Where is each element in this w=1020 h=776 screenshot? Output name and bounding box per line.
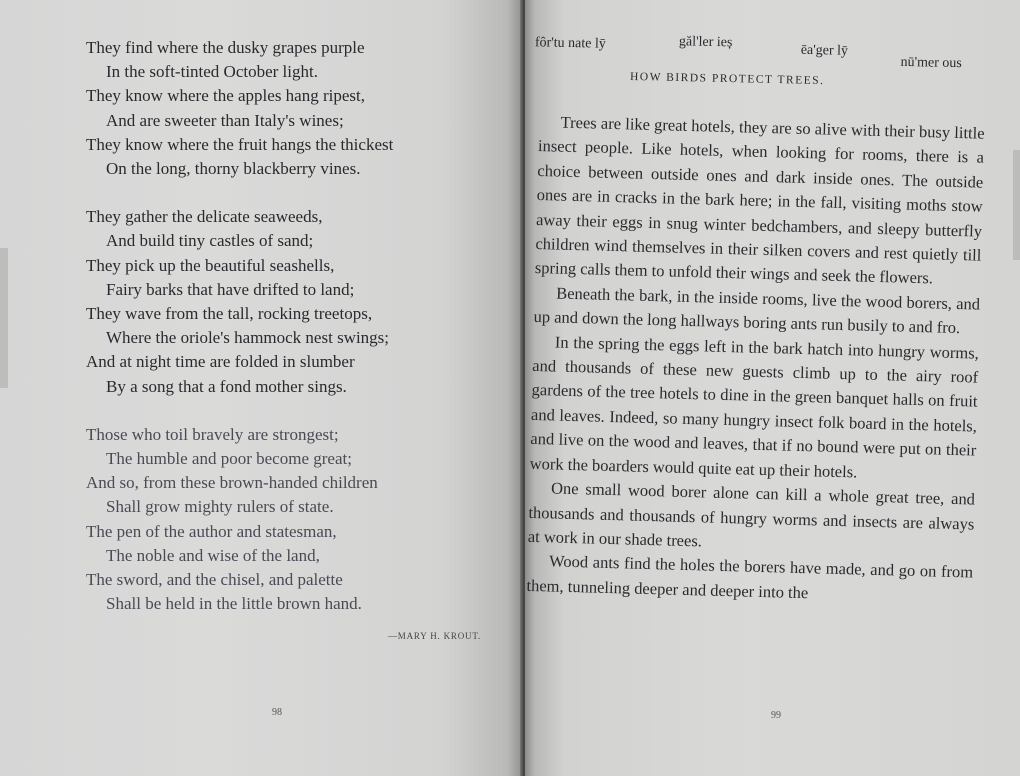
poem-line: Fairy barks that have drifted to land; [106,279,355,299]
poem-line: They find where the dusky grapes purple [86,38,365,57]
poem-line: In the soft-tinted October light. [106,62,318,82]
pronunciation-words [533,34,993,72]
paragraph: Wood ants find the holes the borers have made, and go on from them, tunneling deeper and deeper into the [526,551,974,602]
poem-line: Shall be held in the little brown hand. [106,594,362,614]
poem-stanza [86,36,506,181]
page-edge-tab [0,248,8,388]
poem-line: And so, from these brown-handed children [86,473,378,493]
prose-body [526,110,985,610]
poem-line: They gather the delicate seaweeds, [86,207,323,227]
pronunciation-word: găl'ler ieș [678,34,733,51]
paragraph: Beneath the bark, in the inside rooms, live the wood borers, and up and down the long hallways boring ants run busily to and fro. [533,283,981,338]
poem-line: And are sweeter than Italy's wines; [106,110,344,130]
poem-line: They know where the apples hang ripest, [86,86,365,106]
poem-line: Shall grow mighty rulers of state. [106,497,334,517]
poem-line: On the long, thorny blackberry vines. [106,159,361,179]
poem-line: Where the oriole's hammock nest swings; [106,328,390,348]
poem-line: They know where the fruit hangs the thickest [86,134,394,154]
paragraph: Trees are like great hotels, they are so alive with their busy little insect people. Like hotels, when looking for rooms, there is a choice between outside ones and dark inside ones. The outside ones are in cracks in the bark here; in the fall, visiting moths stow away their eggs in snug winter bedchambers, and sleepy butterfly children wind themselves in their silken covers and rest quietly till spring calls them to unfold their wings and seek the flowers. [534,112,985,288]
poem-line: They wave from the tall, rocking treetops, [86,304,373,324]
page-edge-tab [1013,150,1020,260]
paragraph: One small wood borer alone can kill a whole great tree, and thousands and thousands of hungry worms and insects are always at work in our shade trees. [527,478,976,551]
poem-line: The pen of the author and statesman, [86,521,337,541]
page-number-left: 98 [272,707,282,718]
poem-line: And build tiny castles of sand; [106,231,314,251]
poem-line: And at night time are folded in slumber [86,352,355,372]
poem [86,36,506,640]
paragraph: In the spring the eggs left in the bark hatch into hungry worms, and thousands of these new guests climb up to the airy roof gardens of the tree hotels to dine in the green banquet halls on fruit and leaves. Indeed, so many hungry insect folk board in the hotels, and live on the wood and leaves, that if no bound were put on their work the boarders would quite eat up their hotels. [529,332,980,482]
poem-line: The noble and wise of the land, [106,545,320,565]
pronunciation-word: nū'mer ous [900,54,962,72]
poem-stanza [86,205,506,399]
pronunciation-word: ēa'ger lȳ [800,42,849,59]
chapter-title: HOW BIRDS PROTECT TREES. [629,70,825,88]
poem-line: They pick up the beautiful seashells, [86,255,335,275]
poem-author: —MARY H. KROUT. [388,631,482,641]
poem-line: By a song that a fond mother sings. [106,376,347,396]
pronunciation-word: fôr'tu nate lȳ [534,35,606,52]
poem-line: The sword, and the chisel, and palette [86,570,343,590]
poem-stanza [86,423,506,617]
right-page [525,0,1020,776]
page-number-right: 99 [771,710,781,721]
poem-line: The humble and poor become great; [106,449,352,469]
poem-line: Those who toil bravely are strongest; [86,424,339,444]
